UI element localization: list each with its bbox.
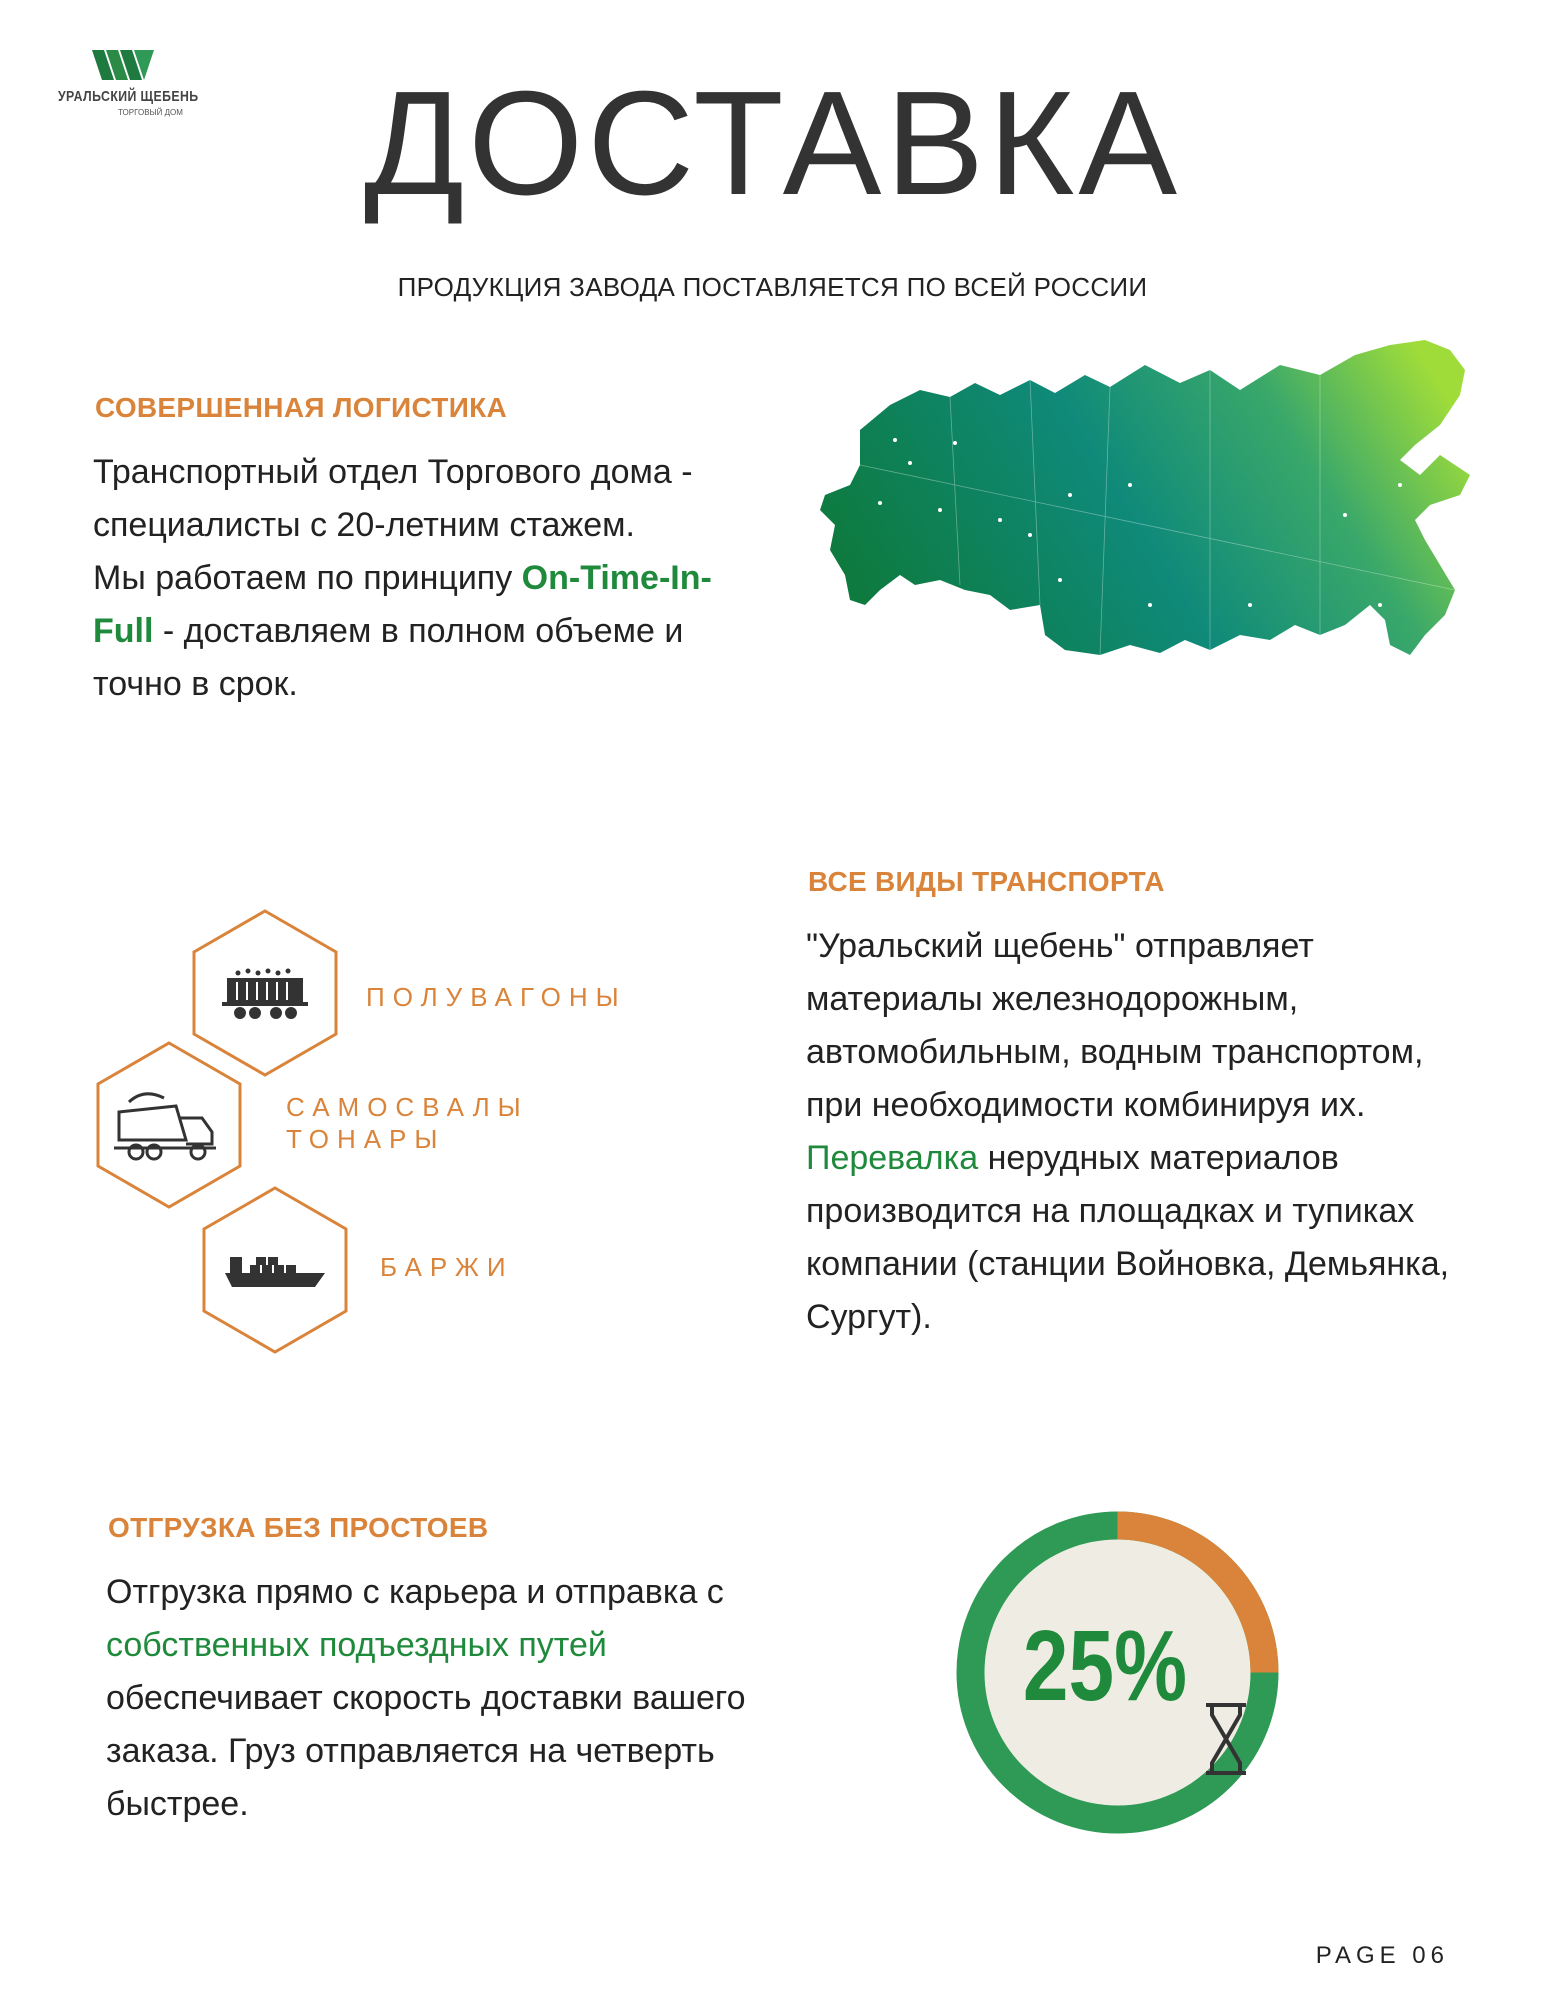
shipping-p-pre: Отгрузка прямо с карьера и отправка с	[106, 1573, 724, 1611]
logistics-p2-post: - доставляем в полном объеме и точно в срок.	[93, 612, 684, 703]
transport-heading: ВСЕ ВИДЫ ТРАНСПОРТА	[808, 866, 1165, 897]
logistics-heading: СОВЕРШЕННАЯ ЛОГИСТИКА	[95, 392, 508, 423]
shipping-text	[106, 1566, 826, 1831]
tonars-label: ТОНАРЫ	[286, 1124, 446, 1154]
page-number: PAGE 06	[1315, 1942, 1449, 1969]
russia-map	[800, 335, 1490, 680]
barges-label: БАРЖИ	[380, 1252, 514, 1282]
transport-paragraph-1: "Уральский щебень" отправляет материалы железнодорожным, автомобильным, водным транспортом, при необходимости комбинируя их.	[806, 927, 1424, 1124]
page-subtitle: ПРОДУКЦИЯ ЗАВОДА ПОСТАВЛЯЕТСЯ ПО ВСЕЙ РОССИИ	[397, 272, 1148, 302]
logistics-p2-pre: Мы работаем по принципу	[93, 559, 522, 597]
own-tracks-highlight: собственных подъездных путей	[106, 1626, 607, 1664]
map-shape	[820, 340, 1470, 655]
logistics-text	[93, 446, 733, 711]
transport-p2-post: нерудных материалов производится на площадках и тупиках компании (станции Войновка, Демьянка, Сургут).	[806, 1139, 1450, 1336]
transport-text	[806, 920, 1466, 1344]
transshipment-highlight: Перевалка	[806, 1139, 979, 1177]
on-time-in-full-highlight: On-Time-In-Full	[93, 559, 712, 650]
logo-subtitle: ТОРГОВЫЙ ДОМ	[118, 108, 183, 117]
railcars-label: ПОЛУВАГОНЫ	[366, 982, 627, 1012]
gauge-percent-label: 25%	[1022, 1610, 1188, 1722]
page-title: ДОСТАВКА	[363, 61, 1182, 226]
logo-name: УРАЛЬСКИЙ ЩЕБЕНЬ	[58, 88, 199, 105]
dump-trucks-label: САМОСВАЛЫ	[286, 1092, 529, 1122]
logistics-paragraph-1: Транспортный отдел Торгового дома - специалисты с 20-летним стажем.	[93, 453, 693, 544]
progress-gauge	[950, 1505, 1285, 1840]
barge-hexagon	[200, 1185, 350, 1355]
shipping-heading: ОТГРУЗКА БЕЗ ПРОСТОЕВ	[108, 1512, 489, 1543]
shipping-p-post: обеспечивает скорость доставки вашего заказа. Груз отправляется на четверть быстрее.	[106, 1679, 746, 1823]
